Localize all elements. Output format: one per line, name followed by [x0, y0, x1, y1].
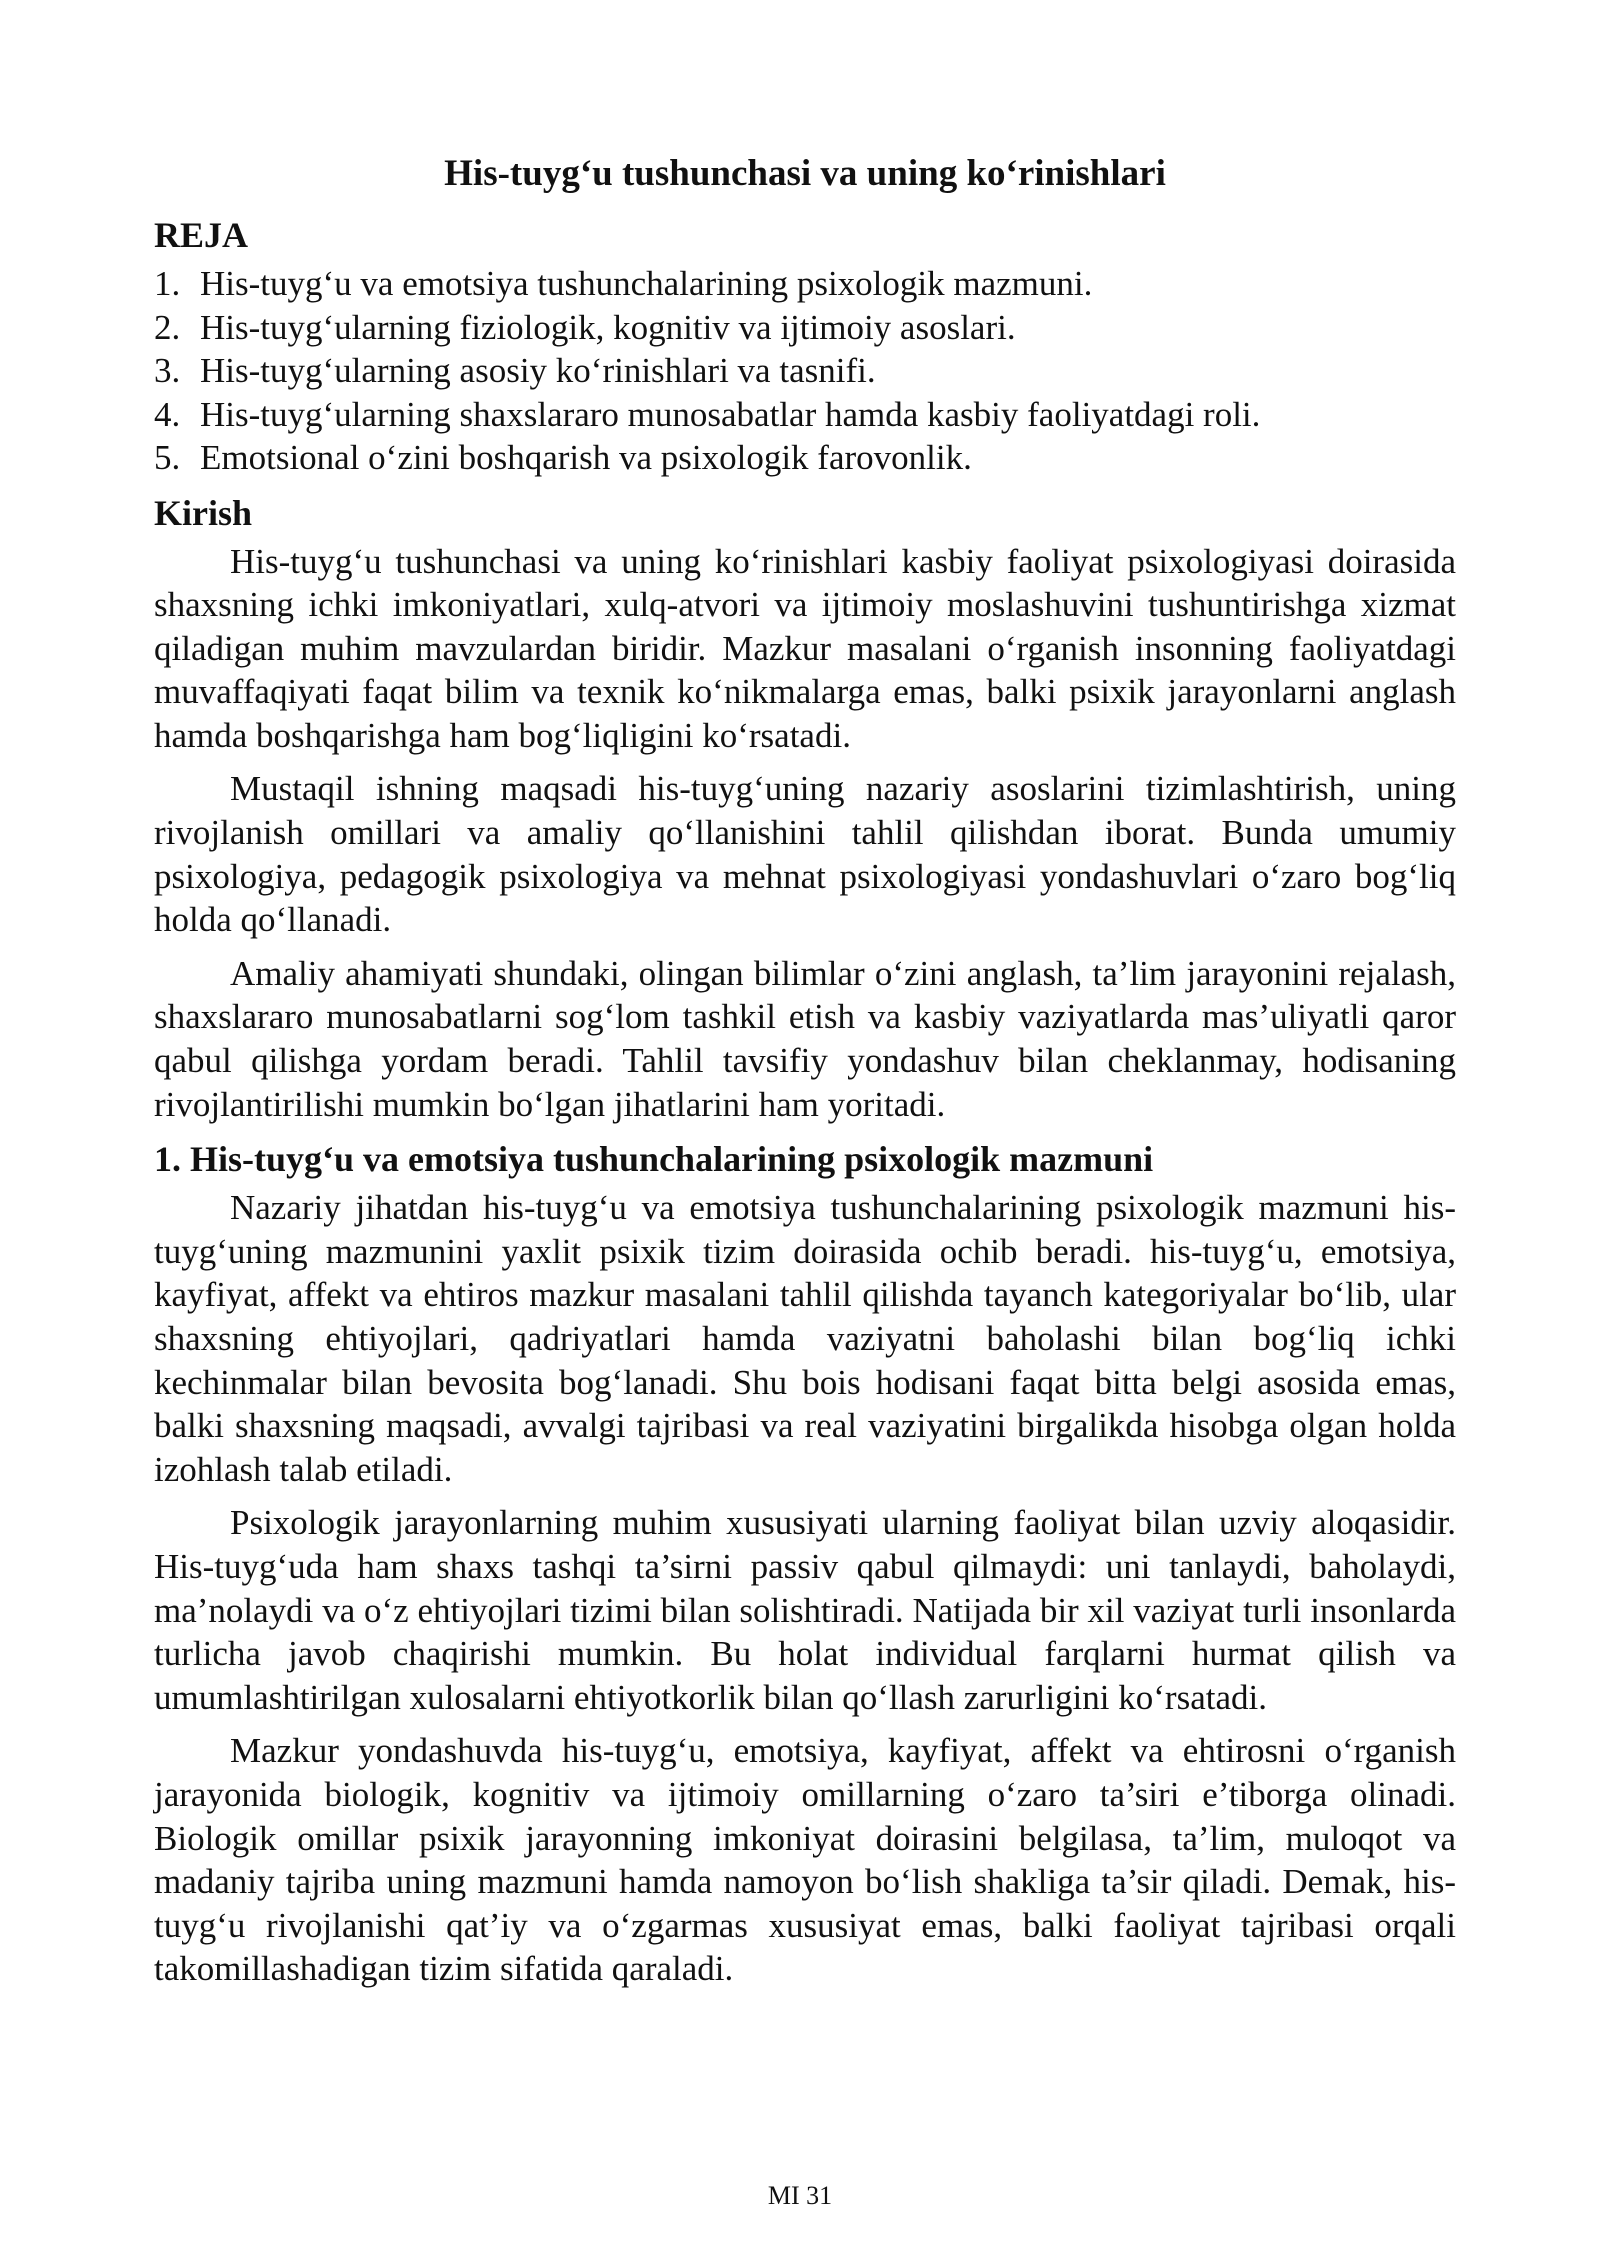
plan-list [154, 262, 1456, 480]
intro-heading: Kirish [154, 492, 253, 533]
section-1-paragraph: Nazariy jihatdan his-tuyg‘u va emotsiya tushunchalarining psixologik mazmuni his-tuyg‘uning mazmunini yaxlit psixik tizim doirasida ochib beradi. his-tuyg‘u, emotsiya, kayfiyat, affekt va ehtiros mazkur masalani tahlil qilishda tayanch kategoriyalar bo‘lib, ular shaxsning ehtiyojlari, qadriyatlari hamda vaziyatni baholashi bilan bog‘liq ichki kechinmalar bilan bevosita bog‘lanadi. Shu bois hodisani faqat bitta belgi asosida emas, balki shaxsning maqsadi, avvalgi tajribasi va real vaziyatini birgalikda hisobga olgan holda izohlash talab etiladi. [154, 1188, 1456, 1489]
section-1-paragraph: Psixologik jarayonlarning muhim xususiyati ularning faoliyat bilan uzviy aloqasidir. His-tuyg‘uda ham shaxs tashqi ta’sirni passiv qabul qilmaydi: uni tanlaydi, baholaydi, ma’nolaydi va o‘z ehtiyojlari tizimi bilan solishtiradi. Natijada bir xil vaziyat turli insonlarda turlicha javob chaqirishi mumkin. Bu holat individual farqlarni hurmat qilish va umumlashtirilgan xulosalarni ehtiyotkorlik bilan qo‘llash zarurligini ko‘rsatadi. [154, 1503, 1456, 1717]
plan-item-text: His-tuyg‘ularning shaxslararo munosabatlar hamda kasbiy faoliyatdagi roli. [200, 394, 1261, 434]
plan-item-text: His-tuyg‘ularning asosiy ko‘rinishlari va tasnifi. [200, 351, 876, 390]
plan-item-number: 2. [154, 307, 181, 347]
document-title: His-tuyg‘u tushunchasi va uning ko‘rinishlari [444, 153, 1166, 194]
section-1-heading: 1. His-tuyg‘u va emotsiya tushunchalarining psixologik mazmuni [154, 1139, 1154, 1180]
plan-item [154, 436, 1456, 480]
section-1-paragraph: Mazkur yondashuvda his-tuyg‘u, emotsiya, kayfiyat, affekt va ehtirosni o‘rganish jarayonida biologik, kognitiv va ijtimoiy omillarning o‘zaro ta’siri e’tiborga olinadi. Biologik omillar psixik jarayonning imkoniyat doirasini belgilasa, ta’lim, muloqot va madaniy tajriba uning mazmuni hamda namoyon bo‘lish shakliga ta’sir qiladi. Demak, his-tuyg‘u rivojlanishi qat’iy va o‘zgarmas xususiyat emas, balki faoliyat tajribasi orqali takomillashadigan tizim sifatida qaraladi. [154, 1731, 1456, 1989]
plan-item-number: 1. [154, 264, 181, 303]
plan-item-number: 3. [154, 351, 181, 390]
plan-item-number: 5. [154, 438, 181, 477]
plan-item-text: His-tuyg‘u va emotsiya tushunchalarining psixologik mazmuni. [200, 264, 1093, 303]
plan-item [154, 349, 1456, 393]
plan-item [154, 262, 1456, 306]
plan-item [154, 306, 1456, 350]
intro-paragraph: Amaliy ahamiyati shundaki, olingan bilimlar o‘zini anglash, ta’lim jarayonini rejalash, shaxslararo munosabatlarni sog‘lom tashkil etish va kasbiy vaziyatlarda mas’uliyatli qaror qabul qilishga yordam beradi. Tahlil tavsifiy yondashuv bilan cheklanmay, hodisaning rivojlantirilishi mumkin bo‘lgan jihatlarini ham yoritadi. [154, 953, 1456, 1124]
document-page [154, 150, 1456, 2001]
intro-paragraph: His-tuyg‘u tushunchasi va uning ko‘rinishlari kasbiy faoliyat psixologiyasi doirasida shaxsning ichki imkoniyatlari, xulq-atvori va ijtimoiy moslashuvini tushuntirishga xizmat qiladigan muhim mavzulardan biridir. Mazkur masalani o‘rganish insonning faoliyatdagi muvaffaqiyati faqat bilim va texnik ko‘nikmalarga emas, balki psixik jarayonlarni anglash hamda boshqarishga ham bog‘liqligini ko‘rsatadi. [154, 541, 1456, 755]
plan-item-text: Emotsional o‘zini boshqarish va psixologik farovonlik. [200, 438, 972, 477]
page-number-label: MI 31 [767, 2181, 833, 2210]
plan-item-number: 4. [154, 394, 181, 434]
intro-paragraph: Mustaqil ishning maqsadi his-tuyg‘uning nazariy asoslarini tizimlashtirish, uning rivojlanish omillari va amaliy qo‘llanishini tahlil qilishdan iborat. Bunda umumiy psixologiya, pedagogik psixologiya va mehnat psixologiyasi yondashuvlari o‘zaro bog‘liq holda qo‘llanadi. [154, 769, 1456, 940]
plan-item [154, 393, 1456, 437]
plan-heading: REJA [154, 215, 249, 255]
page-footer [0, 2180, 1600, 2212]
plan-item-text: His-tuyg‘ularning fiziologik, kognitiv va ijtimoiy asoslari. [200, 307, 1016, 347]
